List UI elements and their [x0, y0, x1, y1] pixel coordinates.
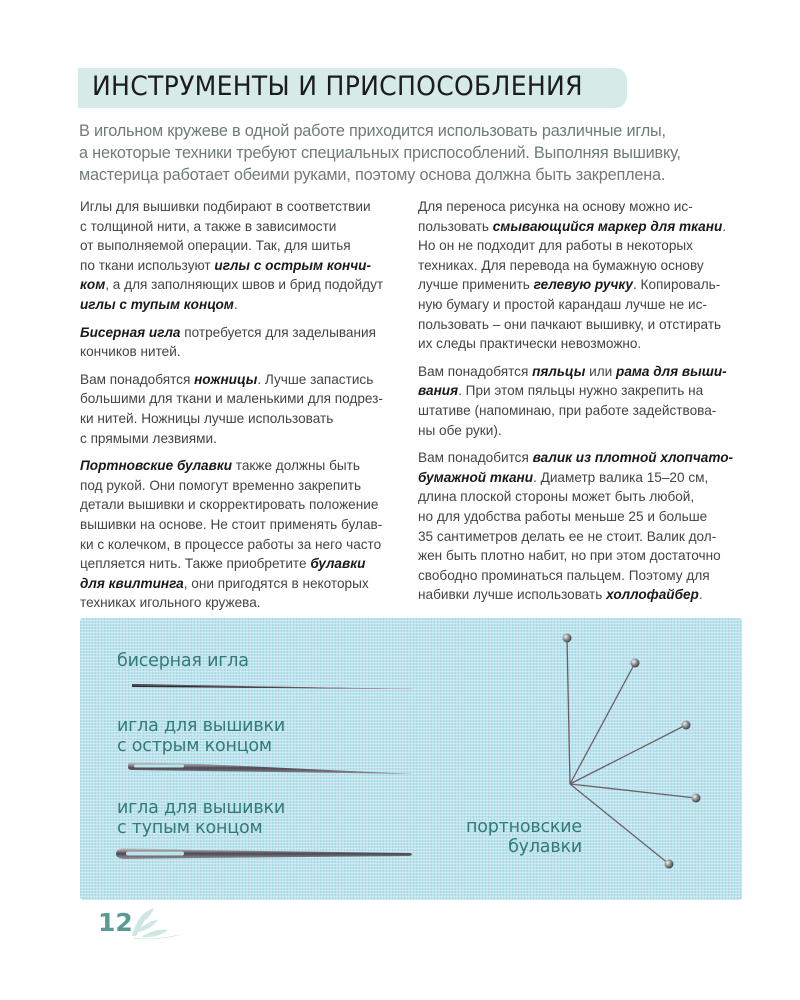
title-band	[78, 68, 627, 108]
text-line	[80, 323, 415, 343]
text-span: Вам понадобятся	[80, 371, 195, 387]
emphasis-term: Бисерная игла	[80, 324, 181, 340]
intro-paragraph	[79, 120, 739, 186]
emphasis-term: для квилтинга	[80, 575, 184, 591]
emphasis-term: бумажной ткани	[418, 469, 534, 485]
text-span: или	[585, 363, 617, 379]
text-line: кончиков нитей.	[80, 344, 181, 360]
intro-line: В игольном кружеве в одной работе приходится использовать различные иглы,	[79, 122, 666, 140]
label-blunt-needle	[117, 798, 285, 838]
text-span: .	[698, 587, 703, 603]
text-line: длина плоской стороны может быть любой,	[418, 489, 695, 505]
paragraph-scissors	[80, 370, 415, 448]
text-span: потребуется для заделывания	[180, 324, 376, 340]
text-line	[80, 275, 415, 295]
emphasis-term: валик из плотной хлопчато-	[532, 450, 734, 466]
paragraph-marker	[418, 197, 753, 354]
text-line: вышивки на основе. Не стоит применять булав-	[80, 516, 383, 532]
bead-needle-icon	[132, 684, 412, 689]
text-line	[80, 256, 415, 276]
text-line: Но он не подходит для работы в некоторых	[418, 238, 693, 254]
text-span: набивки лучше использовать	[418, 587, 607, 603]
text-line	[418, 448, 753, 468]
text-span: . Копироваль-	[633, 277, 721, 293]
text-span: . При этом пяльцы нужно закрепить на	[458, 383, 704, 399]
text-line	[80, 456, 415, 476]
pins-icon	[567, 638, 696, 864]
label-line: портновские	[465, 817, 582, 837]
emphasis-term: пяльцы	[532, 363, 586, 379]
text-span: , а для заполняющих швов и брид подойдут	[105, 277, 384, 293]
text-line: Для переноса рисунка на основу можно ис-	[418, 199, 693, 214]
label-line: игла для вышивки	[117, 798, 285, 818]
emphasis-term: вания	[418, 383, 459, 399]
text-line: детали вышивки и скорректировать положение	[80, 497, 379, 513]
intro-line: а некоторые техники требуют специальных приспособлений. Выполняя вышивку,	[79, 144, 681, 162]
text-line: ны обе руки).	[418, 422, 502, 438]
text-line	[80, 370, 415, 390]
text-line	[80, 295, 415, 315]
text-line: ки нитей. Ножницы лучше использовать	[80, 410, 334, 426]
emphasis-term: гелевую ручку	[533, 277, 633, 293]
right-column	[418, 197, 753, 613]
text-line: ную бумагу и простой карандаш лучше не ис-	[418, 296, 707, 312]
label-line: игла для вышивки	[117, 716, 285, 736]
paragraph-bead-needle	[80, 323, 415, 362]
paragraph-hoop	[418, 362, 753, 440]
text-span: лучше применить	[418, 277, 534, 293]
emphasis-term: ножницы	[194, 371, 258, 387]
emphasis-term: иглы с тупым концом	[80, 296, 234, 312]
leaf-ornament-icon	[128, 906, 184, 940]
paragraph-pins	[80, 456, 415, 613]
paragraph-roller	[418, 448, 753, 605]
text-line: с толщиной нити, а также в зависимости	[80, 218, 337, 234]
text-span: также должны быть	[232, 458, 360, 474]
text-line: их следы практически невозможно.	[418, 336, 642, 352]
label-line: булавки	[508, 837, 582, 857]
text-line	[418, 217, 753, 237]
text-line: 35 сантиметров делать ее не стоит. Валик дол-	[418, 528, 717, 544]
text-line: с прямыми лезвиями.	[80, 430, 217, 446]
text-span: .	[722, 218, 727, 234]
emphasis-term: рама для выши-	[616, 363, 727, 379]
emphasis-term: булавки	[310, 556, 366, 572]
emphasis-term: холлофайбер	[606, 587, 699, 603]
text-span: цепляется нить. Также приобретите	[80, 556, 311, 572]
text-line	[80, 554, 415, 574]
text-line	[418, 381, 753, 401]
text-span: Вам понадобится	[418, 450, 533, 466]
text-line	[418, 468, 753, 488]
label-pins	[460, 817, 582, 857]
left-column	[80, 197, 415, 621]
tools-photo	[80, 618, 742, 900]
label-bead-needle: бисерная игла	[117, 651, 249, 671]
label-line: с тупым концом	[117, 818, 263, 838]
text-line: но для удобства работы меньше 25 и больше	[418, 508, 708, 524]
text-line: свободно проминаться пальцем. Поэтому для	[418, 567, 710, 583]
text-span: по ткани используют	[80, 257, 215, 273]
blunt-needle-icon	[116, 848, 412, 859]
text-line: ки с колечком, в процессе работы за него часто	[80, 536, 382, 552]
text-line: от выполняемой операции. Так, для шитья	[80, 238, 351, 254]
text-line	[80, 574, 415, 594]
text-span: . Лучше запастись	[257, 371, 374, 387]
emphasis-term: иглы с острым кончи-	[214, 257, 372, 273]
text-span: пользовать	[418, 218, 493, 234]
emphasis-term: Портновские булавки	[80, 458, 233, 474]
text-span: Вам понадобятся	[418, 363, 533, 379]
emphasis-term: ком	[80, 277, 106, 293]
text-line	[418, 585, 753, 605]
text-span: , они пригодятся в некоторых	[183, 575, 369, 591]
text-line: под рукой. Они помогут временно закрепить	[80, 477, 362, 493]
text-line	[418, 362, 753, 382]
label-line: с острым концом	[117, 736, 272, 756]
label-sharp-needle	[117, 716, 285, 756]
text-line	[418, 275, 753, 295]
text-line: Иглы для вышивки подбирают в соответствии	[80, 199, 371, 214]
text-line: большими для ткани и маленькими для подрез-	[80, 391, 383, 407]
text-line: пользовать – они пачкают вышивку, и отстирать	[418, 316, 722, 332]
page-title: ИНСТРУМЕНТЫ И ПРИСПОСОБЛЕНИЯ	[92, 71, 583, 102]
intro-line: мастерица работает обеими руками, поэтому основа должна быть закреплена.	[79, 166, 666, 184]
text-span: . Диаметр валика 15–20 см,	[533, 469, 709, 485]
text-line: техниках игольного кружева.	[80, 595, 261, 611]
emphasis-term: смывающийся маркер для ткани	[492, 218, 723, 234]
text-line: техниках. Для перевода на бумажную основу	[418, 257, 704, 273]
text-line: жен быть плотно набит, но при этом достаточно	[418, 548, 721, 564]
paragraph-needles	[80, 197, 415, 315]
text-span: .	[233, 296, 238, 312]
text-line: штативе (напоминаю, при работе задействова-	[418, 402, 717, 418]
sharp-needle-icon	[128, 762, 415, 774]
page-number: 12	[98, 908, 133, 937]
